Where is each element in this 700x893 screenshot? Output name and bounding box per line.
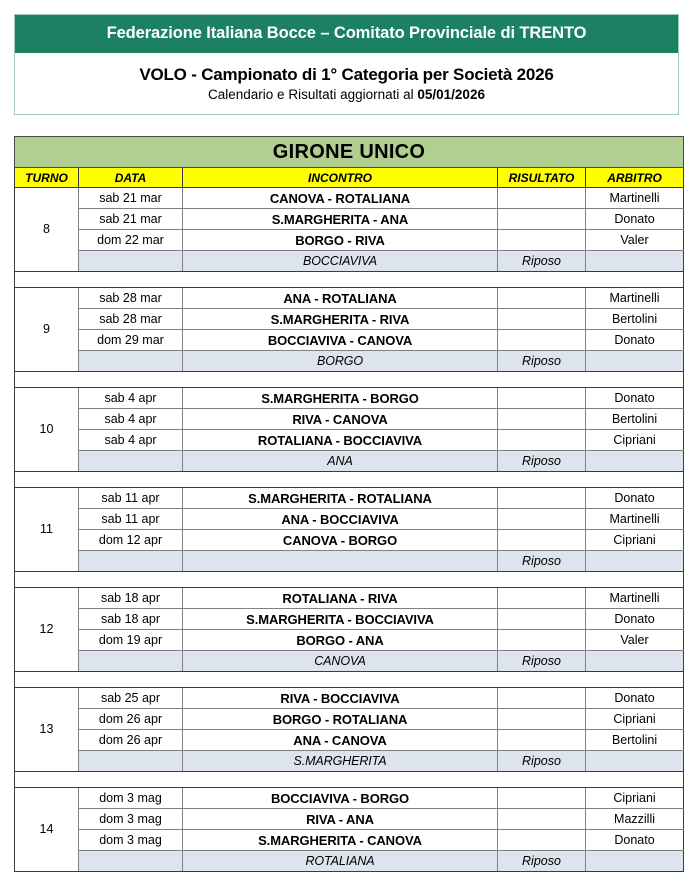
calendar-update-subtitle [15,84,678,114]
match-fixture-cell: RIVA - ANA [183,809,498,830]
match-row [15,609,684,630]
column-header-arbitro: ARBITRO [586,168,684,188]
match-row [15,809,684,830]
riposo-date-cell [79,751,183,772]
match-row [15,730,684,751]
turno-number-cell: 13 [15,688,79,772]
match-result-cell [498,609,586,630]
riposo-referee-cell [586,351,684,372]
match-referee-cell: Cipriani [586,709,684,730]
riposo-label-cell: Riposo [498,351,586,372]
turno-number-cell: 10 [15,388,79,472]
calendar-update-prefix: Calendario e Risultati aggiornati al [208,87,418,103]
match-result-cell [498,688,586,709]
girone-title: GIRONE UNICO [15,137,684,168]
riposo-team-cell: BOCCIAVIVA [183,251,498,272]
match-date-cell: sab 25 apr [79,688,183,709]
turno-number-cell: 8 [15,188,79,272]
match-date-cell: dom 22 mar [79,230,183,251]
match-date-cell: dom 12 apr [79,530,183,551]
riposo-label-cell: Riposo [498,251,586,272]
match-result-cell [498,830,586,851]
match-result-cell [498,409,586,430]
match-result-cell [498,630,586,651]
match-row [15,188,684,209]
match-referee-cell: Donato [586,388,684,409]
match-fixture-cell: ANA - BOCCIAVIVA [183,509,498,530]
match-date-cell: sab 11 apr [79,509,183,530]
riposo-referee-cell [586,551,684,572]
match-date-cell: dom 3 mag [79,788,183,809]
riposo-referee-cell [586,251,684,272]
riposo-label-cell: Riposo [498,551,586,572]
match-date-cell: sab 21 mar [79,188,183,209]
match-row [15,430,684,451]
match-fixture-cell: BOCCIAVIVA - CANOVA [183,330,498,351]
calendar-table [14,136,684,872]
riposo-date-cell [79,351,183,372]
match-date-cell: sab 28 mar [79,309,183,330]
match-referee-cell: Donato [586,488,684,509]
match-result-cell [498,288,586,309]
match-row [15,530,684,551]
match-result-cell [498,309,586,330]
match-fixture-cell: BORGO - ANA [183,630,498,651]
column-header-turno: TURNO [15,168,79,188]
match-referee-cell: Mazzilli [586,809,684,830]
riposo-row [15,451,684,472]
match-referee-cell: Martinelli [586,509,684,530]
match-row [15,209,684,230]
block-spacer-row [15,372,684,388]
riposo-referee-cell [586,451,684,472]
match-row [15,588,684,609]
riposo-row [15,351,684,372]
block-spacer-cell [15,572,684,588]
match-fixture-cell: BOCCIAVIVA - BORGO [183,788,498,809]
match-fixture-cell: S.MARGHERITA - ROTALIANA [183,488,498,509]
match-result-cell [498,530,586,551]
turno-number-cell: 14 [15,788,79,872]
match-fixture-cell: ANA - CANOVA [183,730,498,751]
riposo-date-cell [79,851,183,872]
federation-title-band: Federazione Italiana Bocce – Comitato Provinciale di TRENTO [15,15,678,53]
block-spacer-row [15,672,684,688]
match-referee-cell: Donato [586,609,684,630]
match-referee-cell: Valer [586,630,684,651]
riposo-row [15,751,684,772]
match-result-cell [498,788,586,809]
match-referee-cell: Martinelli [586,288,684,309]
match-fixture-cell: S.MARGHERITA - BOCCIAVIVA [183,609,498,630]
girone-banner-row [15,137,684,168]
match-fixture-cell: S.MARGHERITA - RIVA [183,309,498,330]
match-row [15,309,684,330]
match-row [15,788,684,809]
block-spacer-row [15,272,684,288]
match-result-cell [498,430,586,451]
match-result-cell [498,709,586,730]
match-fixture-cell: ROTALIANA - RIVA [183,588,498,609]
match-referee-cell: Martinelli [586,588,684,609]
match-referee-cell: Cipriani [586,788,684,809]
riposo-row [15,551,684,572]
match-row [15,330,684,351]
match-row [15,830,684,851]
riposo-row [15,251,684,272]
match-result-cell [498,230,586,251]
match-fixture-cell: BORGO - ROTALIANA [183,709,498,730]
match-referee-cell: Martinelli [586,188,684,209]
riposo-row [15,851,684,872]
riposo-team-cell: BORGO [183,351,498,372]
match-fixture-cell: RIVA - CANOVA [183,409,498,430]
match-referee-cell: Donato [586,330,684,351]
match-referee-cell: Cipriani [586,430,684,451]
match-fixture-cell: CANOVA - ROTALIANA [183,188,498,209]
match-fixture-cell: S.MARGHERITA - ANA [183,209,498,230]
match-date-cell: dom 19 apr [79,630,183,651]
riposo-label-cell: Riposo [498,451,586,472]
riposo-team-cell [183,551,498,572]
match-row [15,630,684,651]
match-row [15,409,684,430]
turno-number-cell: 11 [15,488,79,572]
riposo-referee-cell [586,851,684,872]
match-date-cell: dom 26 apr [79,730,183,751]
match-date-cell: dom 3 mag [79,809,183,830]
match-result-cell [498,809,586,830]
match-date-cell: dom 26 apr [79,709,183,730]
match-fixture-cell: ROTALIANA - BOCCIAVIVA [183,430,498,451]
match-date-cell: dom 3 mag [79,830,183,851]
match-date-cell: sab 28 mar [79,288,183,309]
match-row [15,688,684,709]
match-referee-cell: Valer [586,230,684,251]
match-row [15,388,684,409]
riposo-label-cell: Riposo [498,851,586,872]
match-row [15,230,684,251]
match-result-cell [498,509,586,530]
riposo-label-cell: Riposo [498,651,586,672]
block-spacer-cell [15,272,684,288]
match-fixture-cell: S.MARGHERITA - BORGO [183,388,498,409]
turno-number-cell: 9 [15,288,79,372]
riposo-team-cell: ANA [183,451,498,472]
block-spacer-row [15,772,684,788]
match-referee-cell: Bertolini [586,309,684,330]
match-row [15,288,684,309]
match-date-cell: sab 4 apr [79,388,183,409]
match-date-cell: sab 11 apr [79,488,183,509]
match-referee-cell: Bertolini [586,409,684,430]
riposo-team-cell: ROTALIANA [183,851,498,872]
riposo-team-cell: CANOVA [183,651,498,672]
match-date-cell: sab 4 apr [79,430,183,451]
match-fixture-cell: CANOVA - BORGO [183,530,498,551]
match-referee-cell: Donato [586,830,684,851]
championship-title: VOLO - Campionato di 1° Categoria per Società 2026 [139,64,554,84]
match-referee-cell: Cipriani [586,530,684,551]
match-result-cell [498,730,586,751]
riposo-label-cell: Riposo [498,751,586,772]
match-date-cell: sab 18 apr [79,609,183,630]
match-fixture-cell: BORGO - RIVA [183,230,498,251]
block-spacer-cell [15,772,684,788]
riposo-date-cell [79,451,183,472]
column-header-data: DATA [79,168,183,188]
riposo-referee-cell [586,751,684,772]
riposo-date-cell [79,551,183,572]
match-result-cell [498,488,586,509]
match-result-cell [498,588,586,609]
document-header-card [14,14,679,115]
match-fixture-cell: ANA - ROTALIANA [183,288,498,309]
match-row [15,509,684,530]
match-referee-cell: Bertolini [586,730,684,751]
match-result-cell [498,209,586,230]
riposo-referee-cell [586,651,684,672]
match-date-cell: sab 4 apr [79,409,183,430]
match-date-cell: dom 29 mar [79,330,183,351]
riposo-team-cell: S.MARGHERITA [183,751,498,772]
match-fixture-cell: RIVA - BOCCIAVIVA [183,688,498,709]
block-spacer-row [15,572,684,588]
match-row [15,709,684,730]
block-spacer-cell [15,472,684,488]
match-row [15,488,684,509]
calendar-update-date: 05/01/2026 [417,87,485,103]
match-result-cell [498,188,586,209]
column-header-risultato: RISULTATO [498,168,586,188]
riposo-date-cell [79,251,183,272]
match-fixture-cell: S.MARGHERITA - CANOVA [183,830,498,851]
block-spacer-cell [15,372,684,388]
riposo-date-cell [79,651,183,672]
match-date-cell: sab 18 apr [79,588,183,609]
block-spacer-row [15,472,684,488]
column-header-incontro: INCONTRO [183,168,498,188]
match-result-cell [498,388,586,409]
match-referee-cell: Donato [586,688,684,709]
turno-number-cell: 12 [15,588,79,672]
block-spacer-cell [15,672,684,688]
riposo-row [15,651,684,672]
match-date-cell: sab 21 mar [79,209,183,230]
match-referee-cell: Donato [586,209,684,230]
column-header-row [15,168,684,188]
match-result-cell [498,330,586,351]
